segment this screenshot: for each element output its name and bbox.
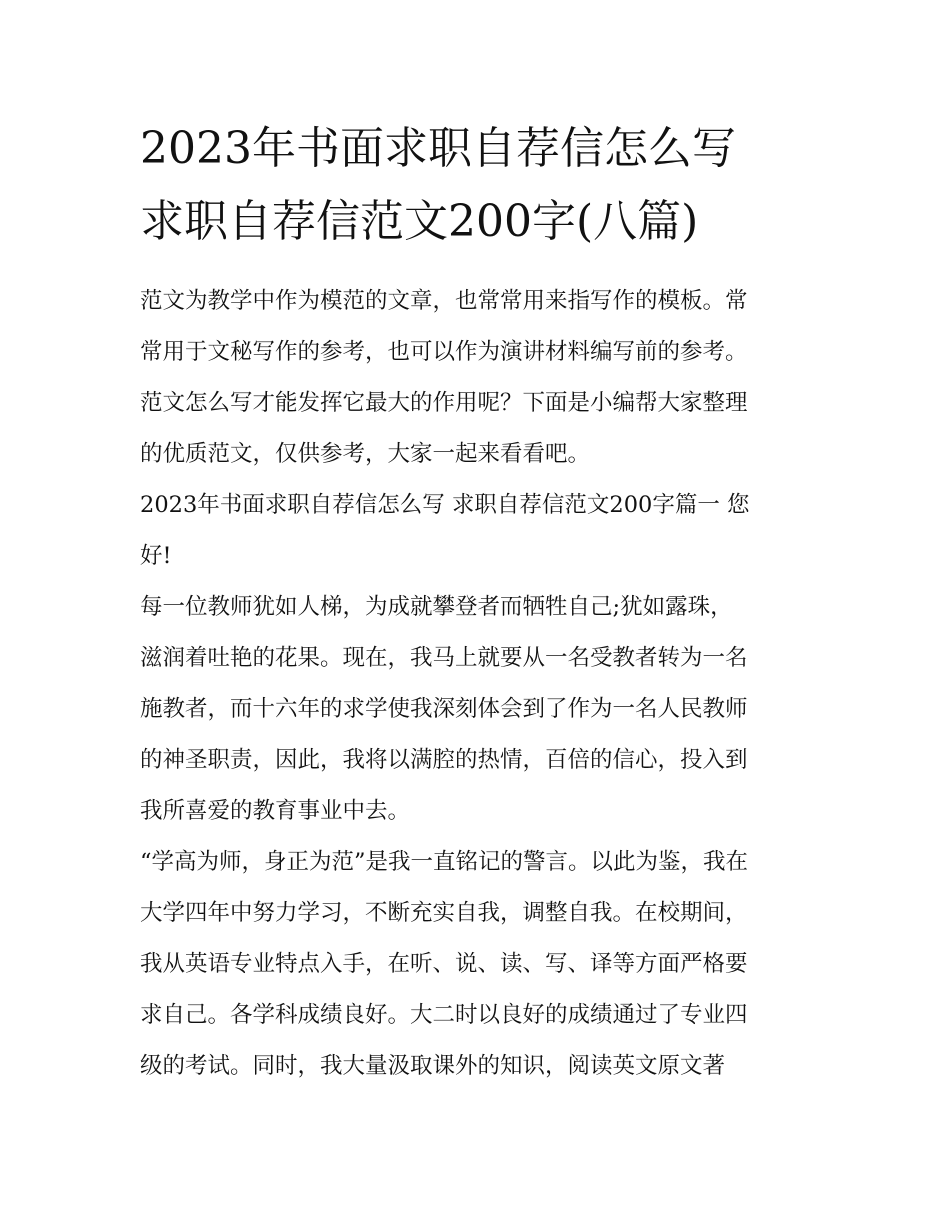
paragraph-teacher xyxy=(140,582,815,837)
text-line: 常用于文秘写作的参考，也可以作为演讲材料编写前的参考。 xyxy=(140,339,748,365)
text-line: 求自己。各学科成绩良好。大二时以良好的成绩通过了专业四 xyxy=(140,1002,748,1028)
paragraph-heading-greeting xyxy=(140,480,815,582)
paragraph-intro xyxy=(140,276,815,480)
title-line-1: 2023年书面求职自荐信怎么写 xyxy=(140,123,736,174)
paragraph-study xyxy=(140,837,815,1092)
text-line: 每一位教师犹如人梯，为成就攀登者而牺牲自己;犹如露珠， xyxy=(140,594,733,620)
text-line: 2023年书面求职自荐信怎么写 求职自荐信范文200字篇一 您 xyxy=(140,492,750,518)
text-line: 滋润着吐艳的花果。现在，我马上就要从一名受教者转为一名 xyxy=(140,645,748,671)
text-line: 大学四年中努力学习，不断充实自我，调整自我。在校期间， xyxy=(140,900,748,926)
text-line: 我从英语专业特点入手，在听、说、读、写、译等方面严格要 xyxy=(140,951,748,977)
title-line-2: 求职自荐信范文200字(八篇) xyxy=(140,196,699,247)
text-line: 好! xyxy=(140,543,172,569)
document-body xyxy=(140,276,815,1092)
text-line: 我所喜爱的教育事业中去。 xyxy=(140,798,411,824)
text-line: “学高为师，身正为范”是我一直铭记的警言。以此为鉴，我在 xyxy=(140,849,749,875)
text-line: 的优质范文，仅供参考，大家一起来看看吧。 xyxy=(140,441,591,467)
text-line: 级的考试。同时，我大量汲取课外的知识，阅读英文原文著 xyxy=(140,1053,726,1079)
text-line: 的神圣职责，因此，我将以满腔的热情，百倍的信心，投入到 xyxy=(140,747,748,773)
text-line: 范文怎么写才能发挥它最大的作用呢？下面是小编帮大家整理 xyxy=(140,390,748,416)
text-line: 施教者，而十六年的求学使我深刻体会到了作为一名人民教师 xyxy=(140,696,748,722)
text-line: 范文为教学中作为模范的文章，也常常用来指写作的模板。常 xyxy=(140,288,748,314)
document-title xyxy=(140,112,830,258)
